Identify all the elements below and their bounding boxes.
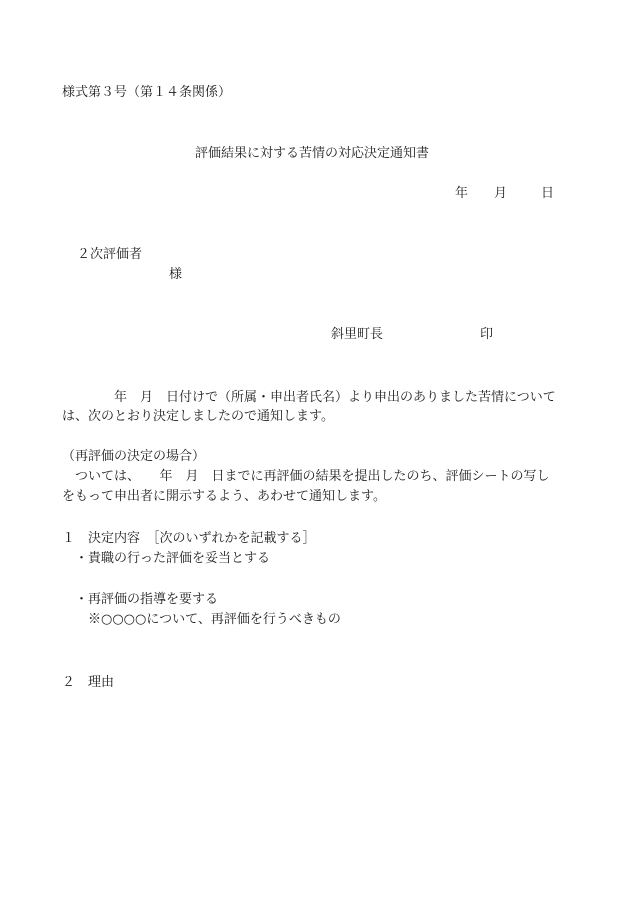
document-title: 評価結果に対する苦情の対応決定通知書 xyxy=(195,146,430,161)
sender-seal: 印 xyxy=(480,327,494,342)
section1-heading: １ 決定内容 ［次のいずれかを記載する］ xyxy=(62,531,316,546)
body-text-line-2: は、次のとおり決定しましたので通知します。 xyxy=(62,409,334,424)
recipient-honorific: 様 xyxy=(169,267,183,282)
form-number: 様式第３号（第１４条関係） xyxy=(62,85,232,100)
sender-name: 斜里町長 xyxy=(331,327,384,342)
date-year-label: 年 xyxy=(455,186,469,201)
date-day-label: 日 xyxy=(541,186,555,201)
reevaluation-case-line-2: をもって申出者に開示するよう、あわせて通知します。 xyxy=(62,489,386,504)
section1-option-1: ・貴職の行った評価を妥当とする xyxy=(62,551,271,566)
body-text-line-1: 年 月 日付けで（所属・申出者氏名）より申出のありました苦情について xyxy=(62,390,556,405)
section1-option-2: ・再評価の指導を要する xyxy=(62,592,219,607)
section1-option-2-note: ※○○○○について、再評価を行うべきもの xyxy=(62,612,341,627)
section2-heading: ２ 理由 xyxy=(62,675,115,690)
reevaluation-case-line-1: ついては、 年 月 日までに再評価の結果を提出したのち、評価シートの写し xyxy=(62,469,550,484)
date-line xyxy=(455,186,554,202)
reevaluation-case-heading: （再評価の決定の場合） xyxy=(62,449,206,464)
recipient-role: ２次評価者 xyxy=(77,247,143,262)
date-month-label: 月 xyxy=(494,186,508,201)
